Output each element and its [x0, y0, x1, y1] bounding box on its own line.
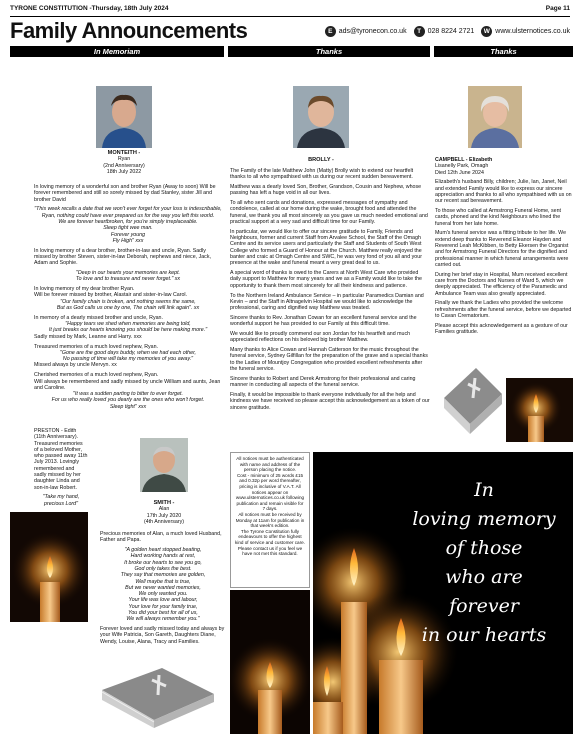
verse-line: It broke our hearts to see you go, — [124, 559, 202, 566]
candle-photo — [230, 590, 310, 734]
monteith-first-name: Ryan — [117, 156, 131, 163]
verse-line: "Deep in our hearts your memories are kept. — [75, 270, 181, 277]
contact-info — [321, 26, 570, 37]
verse-line: "This week recalls a date that we won't ever forget for your loss is indescribable, — [34, 206, 222, 213]
brolly-caption — [293, 157, 349, 163]
verse-line: "A golden heart stopped beating, — [124, 547, 202, 554]
text-paragraph: Finally, it would be impossible to thank everyone individually for all the help and kindness we have received so please accept this acknowledgement as a token of our sincere gratitude. — [230, 391, 430, 411]
brolly-text — [230, 168, 430, 414]
text-paragraph: In memory of a dearly missed brother and uncle, Ryan. — [34, 314, 163, 321]
verse — [100, 547, 226, 623]
text-paragraph: We would like to proudly commend our son Jordan for his heartfelt and much appreciated reflections on his beloved big brother Matthew. — [230, 331, 411, 344]
email-icon: E — [325, 26, 336, 37]
verse-line: Your love for your family true, — [128, 603, 198, 610]
verse-line: In — [474, 479, 494, 501]
verse-line: forever — [449, 595, 519, 617]
verse-line: Hard working hands at rest, — [130, 553, 196, 560]
text-paragraph: Treasured memories of a much loved nephew, Ryan. — [34, 343, 159, 350]
verse-line: To love and to treasure and never forget." xx — [75, 276, 181, 283]
verse-line: Forever young — [110, 231, 146, 238]
verse-line: We only wanted you. — [138, 591, 188, 598]
contact-phone[interactable]: 028 8224 2721 — [427, 28, 475, 35]
page-title: Family Announcements — [10, 18, 248, 43]
section-thanks: Thanks — [228, 46, 430, 57]
smith-date: 17th July 2020 — [146, 512, 182, 519]
notice-line: All notices must be received by Monday at 11am for publication in that week's edition. — [235, 511, 305, 529]
verse-line: Ryan, nothing could have ever prepared us for the way you left this world. — [41, 212, 215, 219]
text-paragraph: Please accept this acknowledgement as a gesture of our Families gratitude. — [435, 322, 568, 336]
text-paragraph: Elizabeth's husband Billy, children; Julie, Ian, Janet, Neil and extended Family would like to express our sincere appreciation and thanks to all who sympathised with us on our recent sad bereavement. — [435, 179, 572, 205]
verse-line: Fly High" xxx — [112, 237, 144, 244]
text-paragraph: Finally we thank the Ladies who provided the welcome refreshments after the funeral service, before we departed to Cavan Crematorium. — [435, 300, 572, 320]
contact-email[interactable]: ads@tyronecon.co.uk — [338, 28, 407, 35]
text-paragraph: Many thanks to Alice Cowan and Hannah Catterson for the music throughout the funeral service, Sydney Gilfillan for the preparation of the grave and a special thanks to the Ladies of Mountjoy Congregation who provided excellent refreshments after the funeral service. — [230, 347, 428, 373]
bible-icon — [436, 360, 506, 440]
text-paragraph: A special word of thanks is owed to the Carers at North West Care who provided daily support to Matthew for many years and we as a Family would like to take the opportunity to thank them most sincerely for all their kindness and patience. — [230, 270, 422, 289]
notice-line: The Tyrone Constitution fully endeavours to offer the highest kind of service and customer care. — [235, 528, 305, 545]
smith-caption — [140, 500, 188, 525]
verse-line: We will always remember you." — [126, 616, 200, 623]
verse-line: of those — [445, 537, 523, 559]
smith-text — [100, 531, 226, 649]
verse-line: Well maybe that is true, — [135, 578, 191, 585]
verse-line: in our hearts — [421, 624, 547, 646]
verse-line: Your life was love and labour, — [128, 597, 198, 604]
section-in-memoriam: In Memoriam — [10, 46, 224, 57]
verse-line: No passing of time will take my memories of you away." — [62, 356, 194, 363]
text-paragraph: PRESTON - Edith (11th Anniversary). Treasured memories of a beloved Mother, who passed away 11th July 2013. Lovingly remembered and sadly missed by her daughter Linda and son-in-law Robert. — [34, 428, 88, 491]
verse-line: We are forever heartbroken, for you're simply irreplaceable. — [58, 218, 198, 225]
verse-line: You did your best for all of us, — [128, 610, 198, 617]
bible-icon — [96, 662, 218, 732]
text-paragraph: The Family of the late Matthew John (Matty) Brolly wish to extend our heartfelt thanks to all who sympathised with us during our recent sudden bereavement. — [230, 168, 414, 181]
brolly-name: BROLLY - — [308, 157, 334, 163]
text-paragraph: In particular, we would like to offer our sincere gratitude to Family, Friends and Neighbours, former and current Staff from Arvalee School, the Staff of the Omagh Centre and its service users and particularly the Staff and Students of South West College who formed a Guard of Honour at the Church. Matthew really enjoyed the banter and craic at Omagh Centre and SWC, he was very fond of you all and your presence at the wake and funeral meant a very great deal to us. — [230, 228, 422, 267]
preston-text — [34, 428, 88, 511]
verse-line: God only takes the best. — [134, 565, 192, 572]
verse-line: who are — [445, 566, 523, 588]
monteith-name: MONTEITH - — [107, 150, 141, 156]
verse-line: "It was a sudden parting to bitter to ever forget. — [73, 391, 183, 398]
verse-line: "Our family chain is broken, and nothing seems the same, — [60, 298, 196, 305]
monteith-text — [34, 184, 222, 410]
web-icon: W — [481, 26, 492, 37]
notice-line: Cost - minimum of 25 words £15 and 0.32p per word thereafter, pricing is inclusive of V.A.T. All notices appear on www.ulsternotices.co.uk following publication and remain visible for 7 days. — [235, 472, 305, 512]
verse-line: Sleep tight wee man. — [103, 225, 153, 232]
memorial-graphic — [313, 452, 573, 734]
monteith-caption — [80, 150, 168, 175]
portrait-photo — [96, 86, 152, 148]
monteith-date: 18th July 2022 — [106, 168, 142, 175]
section-thanks-2: Thanks — [434, 46, 573, 57]
phone-icon: T — [414, 26, 425, 37]
portrait-photo — [140, 438, 188, 492]
text-paragraph: In loving memory of a wonderful son and brother Ryan (Away to soon) Will be forever remembered and still so sorely missed by dad Stanley, sister Jill and brother David — [34, 184, 216, 203]
verse-line: But as God calls us one by one, The chain will link again". xx — [56, 305, 200, 312]
verse-line: For us who really loved you dearly are the ones who won't forget. — [51, 397, 205, 404]
text-paragraph: In loving memory of my dear brother Ryan. — [34, 286, 135, 293]
verse — [34, 206, 222, 244]
text-paragraph: Matthew was a dearly loved Son, Brother, Grandson, Cousin and Nephew, whose passing has left a huge void in all our lives. — [230, 184, 422, 197]
page-number: Page 11 — [545, 5, 570, 12]
smith-first-name: Alan — [158, 506, 170, 513]
verse — [34, 270, 222, 283]
verse-line: loving memory — [412, 508, 556, 530]
contact-web[interactable]: www.ulsternotices.co.uk — [495, 28, 570, 35]
verse-line: Sleep tight" xxx — [109, 403, 147, 410]
verse-line: They say that memories are golden, — [120, 572, 206, 579]
text-paragraph: To those who called at Armstrong Funeral Home, sent cards, phoned and the kind Neighbours who lined the funeral from her late home. — [435, 208, 562, 227]
campbell-name: CAMPBELL - Elizabeth — [435, 157, 493, 163]
campbell-died: Died 12th June 2024 — [435, 169, 484, 176]
portrait-photo — [293, 86, 349, 148]
text-paragraph: Will be forever missed by brother, Alastair and sister-in-law Carol. — [34, 292, 188, 299]
text-paragraph: Precious memories of Alan, a much loved Husband, Father and Papa. — [100, 531, 222, 544]
verse-line: "Happy tears we shed when memories are being told, — [65, 321, 191, 328]
portrait-photo — [468, 86, 522, 148]
text-paragraph: Will always be remembered and sadly missed by uncle William and aunts, Jean and Caroline. — [34, 378, 221, 391]
candle-photo — [506, 378, 573, 442]
memorial-verse — [405, 476, 563, 650]
notice-line: Please contact us if you feel we have not met this standard. — [237, 545, 303, 557]
text-paragraph: Forever loved and sadly missed today and always by your Wife Patricia, Son Gareth, Daughters Diane, Wendy, Louise, Alana, Tracy and Families. — [100, 626, 225, 645]
text-paragraph: Missed always by uncle Mervyn. xx — [34, 362, 117, 369]
campbell-caption — [435, 157, 573, 176]
campbell-text — [435, 157, 573, 339]
verse-line: But we never wanted memories, — [125, 584, 201, 591]
text-paragraph: Sadly missed by Mark, Leanne and Harry. xxx — [34, 333, 142, 340]
verse-line: "Take my hand, precious Lord" — [42, 494, 80, 507]
verse-line: It just breaks our hearts knowing you should be here making more." — [48, 327, 208, 334]
text-paragraph: Sincere thanks to Robert and Derek Armstrong for their professional and caring manner in conducting all aspects of the funeral service. — [230, 375, 416, 389]
text-paragraph: To the Northern Ireland Ambulance Service – in particular Paramedics Damian and Kevin – and the Staff in Altnagelvin Hospital we would like to acknowledge the professional, caring and dignified way Matthew was treated. — [230, 292, 424, 312]
publication-date: TYRONE CONSTITUTION -Thursday, 18th July 2024 — [10, 5, 169, 12]
header-rule — [10, 16, 570, 17]
text-paragraph: To all who sent cards and donations, expressed messages of sympathy and condolence, called at our home during the wake, brought food and attended the funeral, we thank you all most sincerely as you gave us much needed emotional and practical support at a very sad and difficult time for our Family. — [230, 200, 428, 226]
text-paragraph: Mum's funeral service was a fitting tribute to her life. We extend deep thanks to Reverend Eleanor Hayden and Reverend Leah McKibben, to Betty Ekersen the Organist and for Armstrong Funeral Directors for the dignified and professional manner in which funeral arrangements were carried out. — [435, 230, 569, 268]
candle-photo — [10, 512, 88, 622]
notice-line: All notices must be authenticated with name and address of the person placing the notice. — [236, 456, 304, 473]
verse-line: "Gone are the good days buddy, when we had each other, — [59, 349, 197, 356]
text-paragraph: Cherished memories of a much loved nephew, Ryan. — [34, 372, 159, 379]
publication-line — [10, 5, 570, 15]
text-paragraph: During her brief stay in Hospital, Mum received excellent care from the Doctors and Nurses of Ward 5, which we deeply appreciated. The efficiency of the Paramedic and Ambulance Team was also greatly appreciated. — [435, 271, 568, 297]
text-paragraph: Sincere thanks to Rev. Jonathan Cowan for an excellent funeral service and the wonderful support he has provided to our Family at this difficult time. — [230, 314, 417, 328]
campbell-address: Lisanelly Park, Omagh — [435, 163, 489, 170]
smith-anniversary: (4th Anniversary) — [143, 518, 185, 525]
smith-name: SMITH - — [153, 500, 175, 506]
monteith-anniversary: (2nd Anniversary) — [103, 162, 145, 169]
notice-terms — [230, 452, 310, 588]
text-paragraph: In loving memory of a dear brother, brother-in-law and uncle, Ryan. Sadly missed by brother Steven, sister-in-law Deborah, nephews and niece, Jack, Adam and Sophie. — [34, 247, 211, 267]
